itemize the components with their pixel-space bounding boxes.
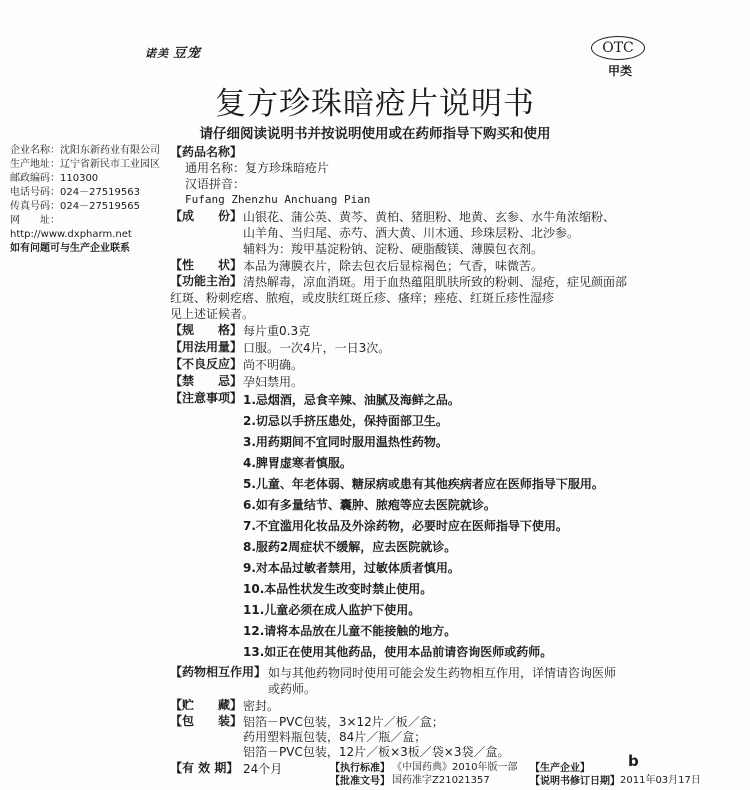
precaution-item: 8.服药2周症状不缓解，应去医院就诊。: [243, 540, 457, 554]
manufacturer-zip-row: [10, 172, 160, 186]
manufacturer-tel-label: 电话号码：: [10, 187, 60, 198]
drug-name-label: 【药品名称】: [170, 145, 243, 159]
precaution-item: 1.忌烟酒，忌食辛辣、油腻及海鲜之品。: [243, 393, 460, 407]
manufacturer-name-row: [10, 144, 160, 158]
character-value: 本品为薄膜衣片，除去包衣后显棕褐色；气香，味微苦。: [243, 259, 544, 273]
composition-label: 【成 份】: [170, 209, 243, 223]
indications-label: 【功能主治】: [170, 274, 243, 288]
brand-mark: 诺美: [145, 47, 169, 60]
manufacturer-contact: 如有问题可与生产企业联系: [10, 243, 130, 254]
manufacturer-tel: 024－27519563: [60, 187, 140, 198]
manufacturer-zip-label: 邮政编码：: [10, 173, 60, 184]
manufacturer-addr: 辽宁省新民市工业园区: [60, 159, 160, 170]
manufacturer-fax: 024－27519565: [60, 201, 140, 212]
page-title: 复方珍珠暗疮片说明书: [215, 86, 535, 122]
package-label: 【包 装】: [170, 714, 243, 728]
corner-mark: b: [628, 752, 639, 770]
contra-value: 孕妇禁用。: [243, 375, 304, 389]
indications-line-1: 清热解毒，凉血消斑。用于血热蕴阻肌肤所致的粉刺、湿疮，症见颜面部: [243, 275, 628, 289]
interactions-label: 【药物相互作用】: [170, 665, 267, 679]
manufacturer-web-label: 网 址：: [10, 215, 60, 226]
precaution-item: 9.对本品过敏者禁用，过敏体质者慎用。: [243, 561, 460, 575]
indications-line-2: 红斑、粉刺疙瘩、脓疱，或皮肤红斑丘疹、瘙痒；痤疮、红斑丘疹性湿疹: [170, 291, 555, 305]
manufacturer-fax-row: [10, 200, 160, 214]
character-label: 【性 状】: [170, 258, 243, 272]
composition-line-2: 山羊角、当归尾、赤芍、酒大黄、川木通、珍珠层粉、北沙参。: [243, 226, 580, 240]
validity-value: 24个月: [243, 762, 283, 776]
precaution-item: 2.切忌以手挤压患处，保持面部卫生。: [243, 414, 448, 428]
validity-label: 【有 效 期】: [170, 761, 239, 775]
otc-grade: 甲类: [608, 64, 633, 78]
spec-label: 【规 格】: [170, 323, 243, 337]
usage-label: 【用法用量】: [170, 340, 243, 354]
manufacturer-web-row: [10, 214, 160, 242]
approval-label: 【批准文号】: [330, 776, 390, 787]
precaution-item: 12.请将本品放在儿童不能接触的地方。: [243, 624, 457, 638]
precaution-item: 3.用药期间不宜同时服用温热性药物。: [243, 435, 448, 449]
manufacturer-name-label: 企业名称：: [10, 145, 60, 156]
manufacturer-name: 沈阳东新药业有限公司: [60, 145, 160, 156]
adverse-value: 尚不明确。: [243, 358, 304, 372]
manufacturer-addr-row: [10, 158, 160, 172]
adverse-label: 【不良反应】: [170, 357, 243, 371]
precaution-item: 4.脾胃虚寒者慎服。: [243, 456, 352, 470]
usage-value: 口服。一次4片，一日3次。: [243, 341, 391, 355]
package-line-1: 铝箔－PVC包装，3×12片／板／盒；: [243, 715, 444, 729]
common-name-label: 通用名称：: [185, 161, 246, 175]
precaution-item: 6.如有多量结节、囊肿、脓疱等应去医院就诊。: [243, 498, 496, 512]
common-name-value: 复方珍珠暗疮片: [245, 161, 330, 175]
pinyin-value: Fufang Zhenzhu Anchuang Pian: [185, 193, 371, 206]
precaution-item: 10.本品性状发生改变时禁止使用。: [243, 582, 433, 596]
manufacturer-fax-label: 传真号码：: [10, 201, 60, 212]
package-line-3: 铝箔－PVC包装，12片／板×3板／袋×3袋／盒。: [243, 745, 510, 759]
standard-label: 【执行标准】: [330, 763, 390, 774]
manufacturer-zip: 110300: [60, 173, 99, 184]
manufacturer-addr-label: 生产地址：: [10, 159, 60, 170]
otc-badge: OTC: [591, 36, 645, 60]
composition-line-3: 辅料为：羧甲基淀粉钠、淀粉、硬脂酸镁、薄膜包衣剂。: [243, 242, 544, 256]
precautions-label: 【注意事项】: [170, 391, 243, 405]
precaution-item: 11.儿童必须在成人监护下使用。: [243, 603, 421, 617]
precaution-item: 13.如正在使用其他药品，使用本品前请咨询医师或药师。: [243, 645, 553, 659]
revision-value: 2011年03月17日: [620, 775, 701, 786]
interactions-line-2: 或药师。: [268, 682, 317, 696]
revision-label: 【说明书修订日期】: [530, 776, 620, 787]
interactions-line-1: 如与其他药物同时使用可能会发生药物相互作用，详情请咨询医师: [268, 666, 617, 680]
precaution-item: 5.儿童、年老体弱、糖尿病或患有其他疾病者应在医师指导下服用。: [243, 477, 604, 491]
storage-label: 【贮 藏】: [170, 698, 243, 712]
manufacturer-tel-row: [10, 186, 160, 200]
page-subtitle: 请仔细阅读说明书并按说明使用或在药师指导下购买和使用: [199, 126, 551, 142]
manufacturer-web: http://www.dxpharm.net: [10, 229, 132, 240]
package-line-2: 药用塑料瓶包装，84片／瓶／盒；: [243, 730, 427, 744]
pinyin-label: 汉语拼音：: [185, 177, 246, 191]
storage-value: 密封。: [243, 699, 280, 713]
contra-label: 【禁 忌】: [170, 374, 243, 388]
brand-logo: [145, 42, 201, 61]
indications-line-3: 见上述证候者。: [170, 307, 255, 321]
brand-name: 豆宠: [173, 46, 202, 61]
composition-line-1: 山银花、蒲公英、黄芩、黄柏、猪胆粉、地黄、玄参、水牛角浓缩粉、: [243, 210, 616, 224]
spec-value: 每片重0.3克: [243, 324, 311, 338]
manufacturer-label: 【生产企业】: [530, 763, 590, 774]
manufacturer-info: [10, 144, 160, 256]
standard-value: 《中国药典》2010年版一部: [392, 762, 518, 773]
approval-value: 国药准字Z21021357: [392, 775, 490, 786]
precaution-item: 7.不宜滥用化妆品及外涂药物，必要时应在医师指导下使用。: [243, 519, 568, 533]
